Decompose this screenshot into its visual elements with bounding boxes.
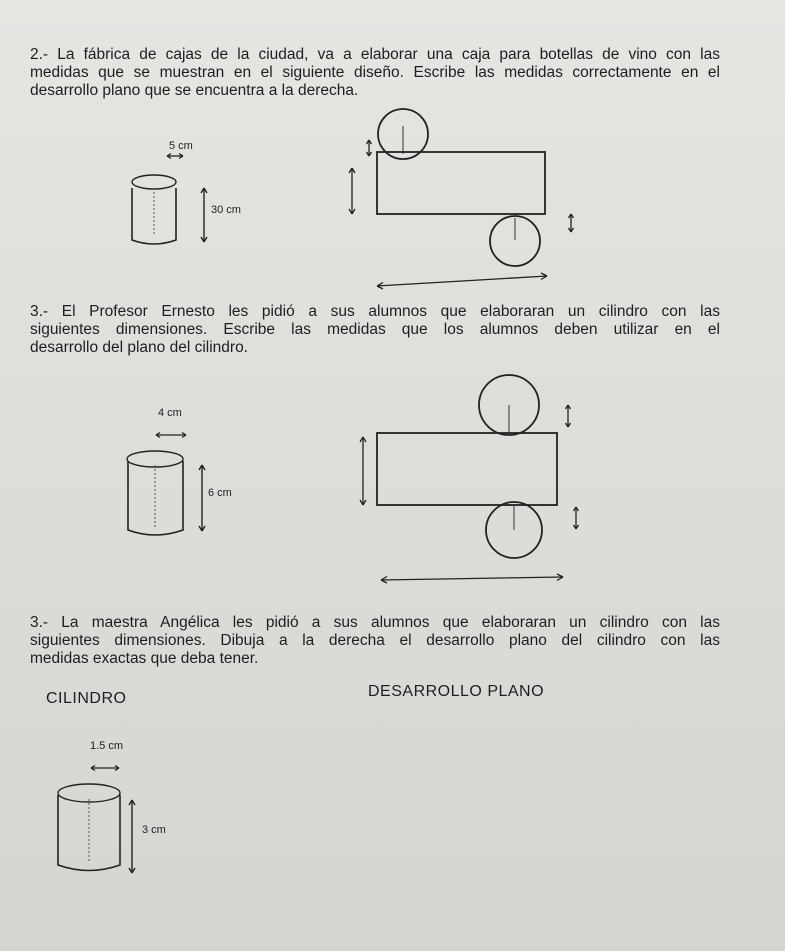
problem-1-line-1: 2.- La fábrica de cajas de la ciudad, va a elaborar una caja para botellas de vino con las [30, 46, 720, 63]
problem-1-line-3: desarrollo plano que se encuentra a la derecha. [30, 82, 359, 99]
problem-3-line-3: medidas exactas que deba tener. [30, 650, 259, 667]
cylinder-2-height-label: 6 cm [208, 487, 232, 499]
problem-3-text [30, 614, 720, 668]
problem-2-line-3: desarrollo del plano del cilindro. [30, 339, 248, 356]
cylinder-heading: CILINDRO [46, 690, 127, 707]
cylinder-2-drawing [125, 425, 225, 545]
cylinder-1-height-label: 30 cm [211, 204, 241, 216]
cylinder-2-diameter-label: 4 cm [158, 407, 182, 419]
problem-2-line-1: 3.- El Profesor Ernesto les pidió a sus alumnos que elaboraran un cilindro con las [30, 303, 720, 320]
problem-1-text [30, 46, 720, 100]
development-heading: DESARROLLO PLANO [368, 683, 545, 700]
problem-2-text [30, 303, 720, 357]
cylinder-3-drawing [55, 755, 165, 885]
problem-2-line-2: siguientes dimensiones. Escribe las medidas que los alumnos deben utilizar en el [30, 321, 720, 338]
problem-3-line-2: siguientes dimensiones. Dibuja a la derecha el desarrollo plano del cilindro con las [30, 632, 720, 649]
cylinder-3-diameter-label: 1.5 cm [90, 740, 124, 752]
net-2-drawing [355, 375, 585, 585]
cylinder-1-drawing [130, 150, 220, 270]
problem-1-line-2: medidas que se muestran en el siguiente diseño. Escribe las medidas correctamente en el [30, 64, 720, 81]
cylinder-3-height-label: 3 cm [142, 824, 166, 836]
problem-3-line-1: 3.- La maestra Angélica les pidió a sus alumnos que elaboraran un cilindro con las [30, 614, 720, 631]
net-1-drawing [345, 110, 575, 290]
cylinder-1-diameter-label: 5 cm [169, 140, 193, 152]
